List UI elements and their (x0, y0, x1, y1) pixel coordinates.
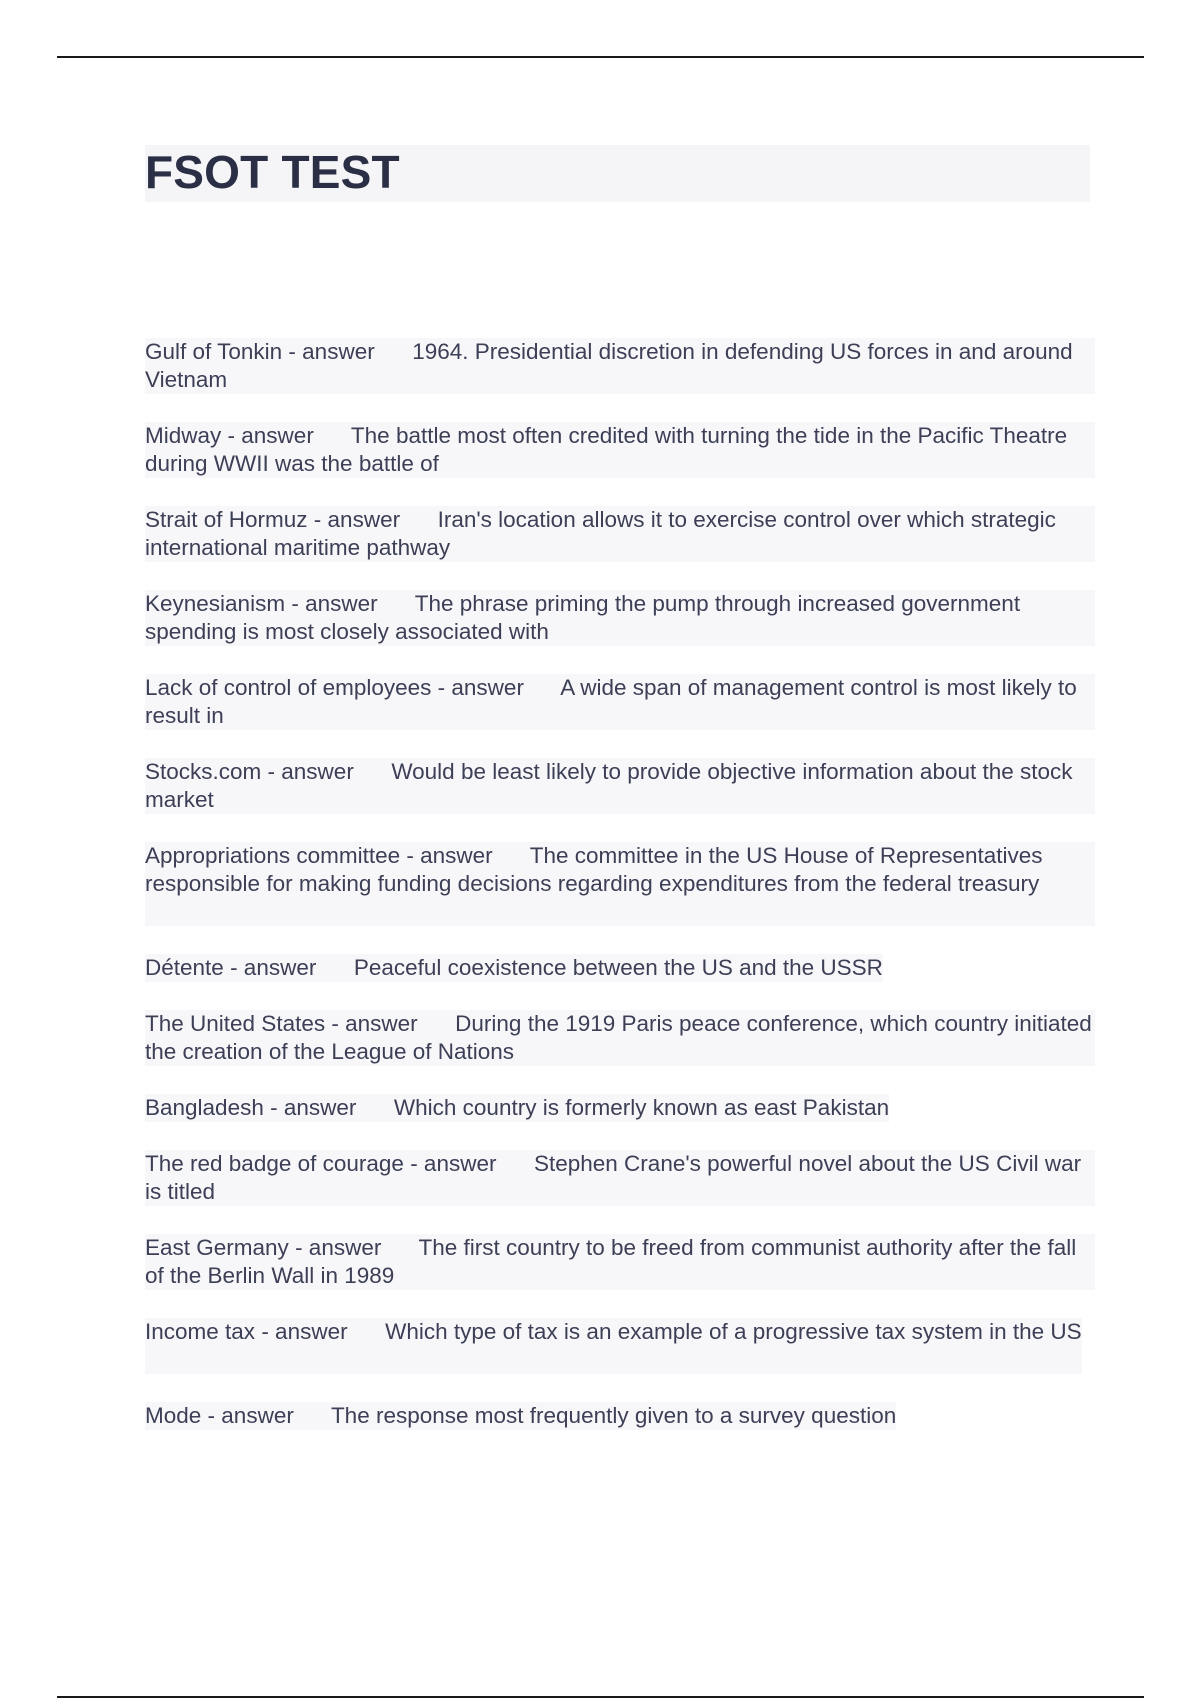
qa-separator: - answer (221, 423, 351, 448)
qa-definition: Would be least likely to provide objective information about the stock market (145, 759, 1073, 812)
qa-term: Détente (145, 955, 224, 980)
qa-separator: - answer (201, 1403, 331, 1428)
qa-definition: The battle most often credited with turning the tide in the Pacific Theatre during WWII was the battle of (145, 423, 1068, 476)
qa-item (145, 1010, 1095, 1066)
qa-separator: - answer (255, 1319, 386, 1344)
qa-separator: - answer (403, 1151, 534, 1176)
qa-term: Stocks.com (145, 759, 262, 784)
qa-item (145, 1318, 1082, 1374)
qa-item (145, 842, 1095, 926)
qa-term: East Germany (145, 1235, 289, 1260)
qa-definition: A wide span of management control is most likely to result in (145, 675, 1077, 728)
qa-term: Mode (145, 1403, 202, 1428)
qa-term: Lack of control of employees (145, 675, 432, 700)
qa-separator: - answer (263, 1095, 394, 1120)
qa-separator: - answer (307, 507, 438, 532)
qa-item (145, 1094, 889, 1122)
qa-definition: Which country is formerly known as east Pakistan (393, 1095, 890, 1120)
qa-definition: Peaceful coexistence between the US and the USSR (353, 955, 883, 980)
qa-item (145, 1402, 896, 1430)
qa-item (145, 338, 1095, 394)
qa-item (145, 1150, 1095, 1206)
qa-term: Bangladesh (145, 1095, 264, 1120)
qa-list (145, 338, 1095, 1458)
qa-item (145, 954, 883, 982)
qa-separator: - answer (288, 1235, 419, 1260)
qa-term: Gulf of Tonkin (145, 339, 283, 364)
qa-term: Midway (145, 423, 222, 448)
qa-term: Income tax (145, 1319, 256, 1344)
qa-definition: The response most frequently given to a survey question (330, 1403, 897, 1428)
qa-item (145, 674, 1095, 730)
qa-item (145, 422, 1095, 478)
qa-term: Strait of Hormuz (145, 507, 308, 532)
qa-definition: The first country to be freed from communist authority after the fall of the Berlin Wall in 1989 (145, 1235, 1077, 1288)
qa-separator: - answer (325, 1011, 456, 1036)
page-title: FSOT TEST (145, 146, 400, 198)
qa-definition: The phrase priming the pump through increased government spending is most closely associated with (145, 591, 1021, 644)
qa-definition: Iran's location allows it to exercise control over which strategic international maritime pathway (145, 507, 1056, 560)
header-rule (57, 56, 1144, 58)
qa-item (145, 590, 1095, 646)
qa-term: Appropriations committee (145, 843, 401, 868)
qa-separator: - answer (400, 843, 530, 868)
qa-definition: The committee in the US House of Representatives responsible for making funding decisions regarding expenditures from the federal treasury (145, 843, 1043, 896)
qa-item (145, 758, 1095, 814)
qa-term: The red badge of courage (145, 1151, 404, 1176)
qa-item (145, 1234, 1095, 1290)
qa-item (145, 506, 1095, 562)
qa-definition: 1964. Presidential discretion in defending US forces in and around Vietnam (145, 339, 1073, 392)
qa-term: The United States (145, 1011, 326, 1036)
qa-definition: Which type of tax is an example of a progressive tax system in the US (385, 1319, 1082, 1344)
qa-definition: During the 1919 Paris peace conference, which country initiated the creation of the League of Nations (145, 1011, 1092, 1064)
qa-term: Keynesianism (145, 591, 286, 616)
qa-separator: - answer (285, 591, 415, 616)
qa-separator: - answer (431, 675, 561, 700)
qa-separator: - answer (223, 955, 354, 980)
qa-separator: - answer (261, 759, 392, 784)
qa-separator: - answer (282, 339, 413, 364)
qa-definition: Stephen Crane's powerful novel about the US Civil war is titled (145, 1151, 1082, 1204)
footer-rule (57, 1696, 1144, 1698)
